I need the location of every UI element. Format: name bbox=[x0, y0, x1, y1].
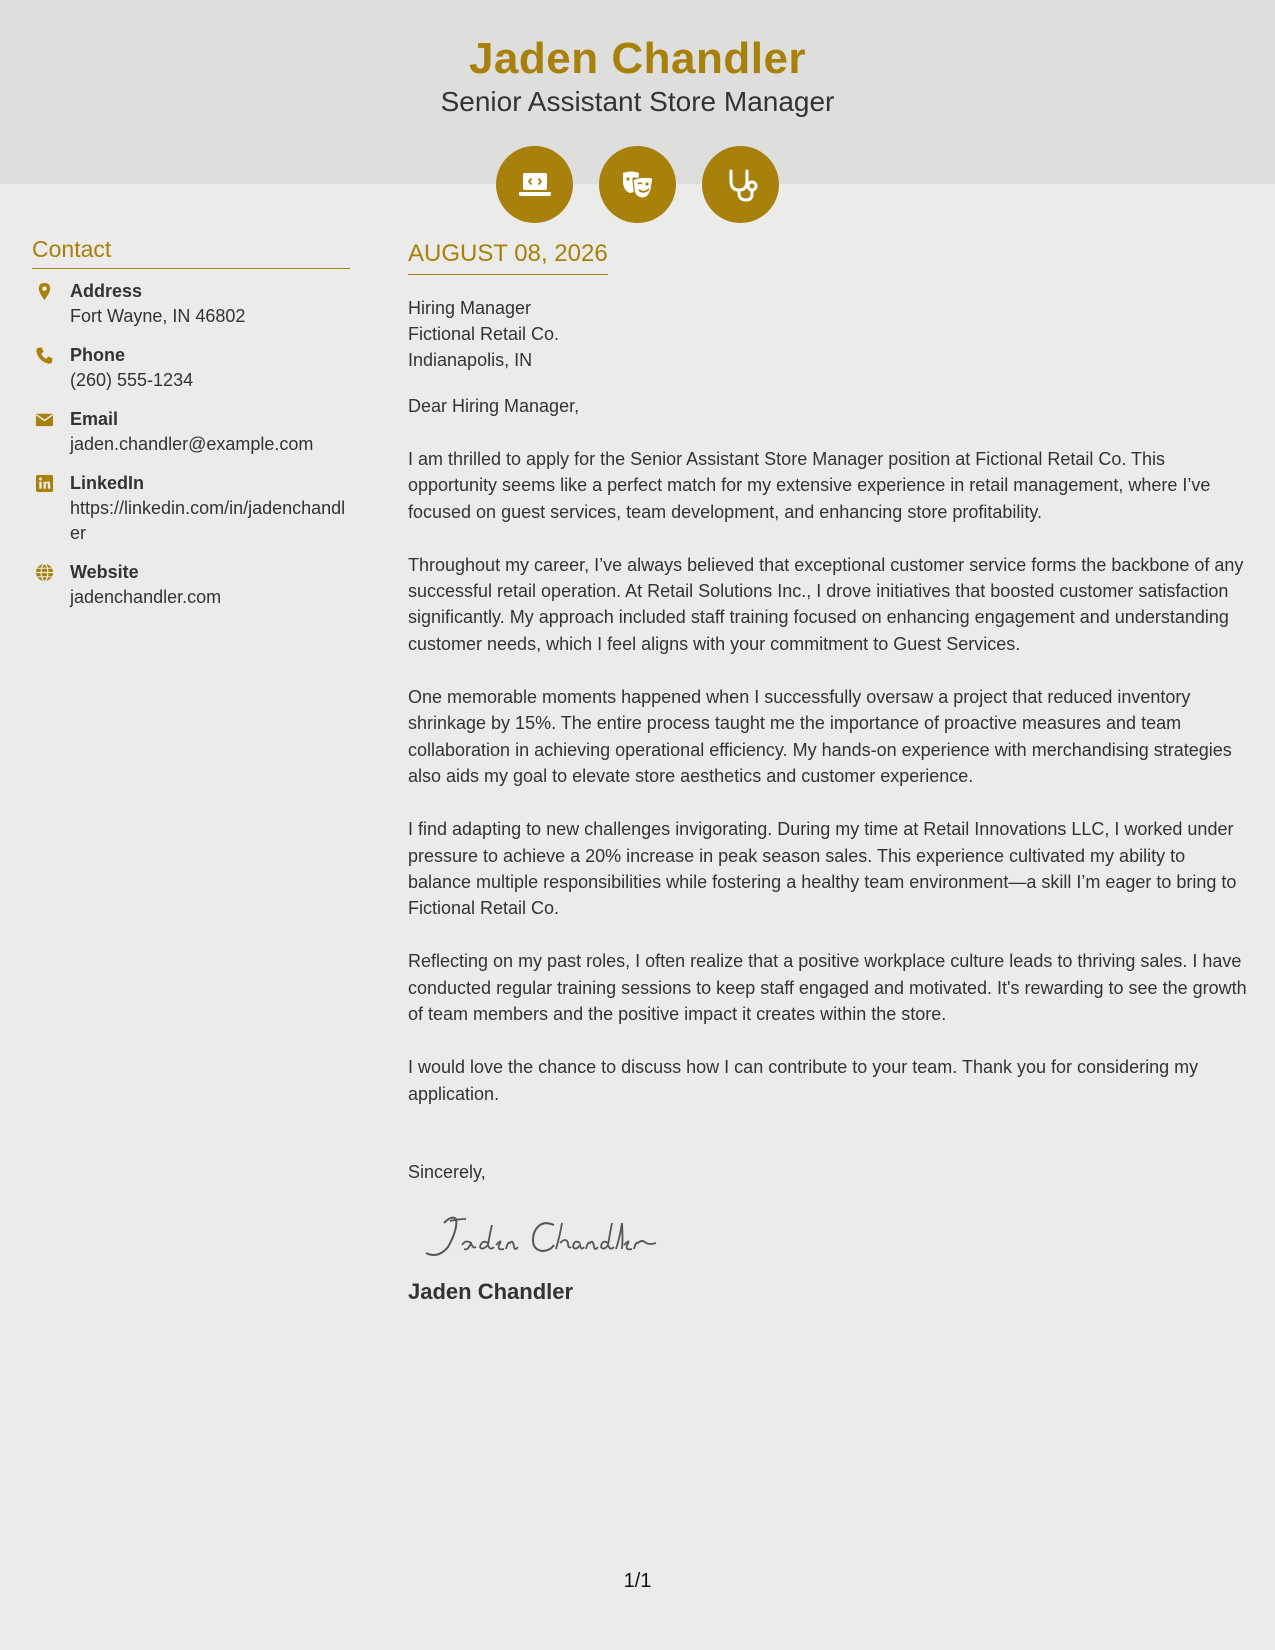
contact-email bbox=[32, 407, 350, 457]
stethoscope-icon bbox=[702, 146, 779, 223]
theater-masks-icon bbox=[599, 146, 676, 223]
paragraph: I would love the chance to discuss how I can contribute to your team. Thank you for considering my application. bbox=[408, 1057, 1199, 1104]
handwritten-signature bbox=[416, 1209, 1250, 1271]
phone-icon bbox=[32, 343, 70, 393]
recipient-company: Fictional Retail Co. bbox=[408, 324, 560, 344]
globe-icon bbox=[32, 560, 70, 610]
linkedin-icon bbox=[32, 471, 70, 546]
contact-heading: Contact bbox=[32, 236, 350, 269]
contact-sidebar bbox=[32, 236, 350, 624]
recipient-name: Hiring Manager bbox=[408, 298, 532, 318]
paragraph: Throughout my career, I’ve always believed that exceptional customer service forms the backbone of any successful retail operation. At Retail Solutions Inc., I drove initiatives that boosted customer satisfaction significantly. My approach included staff training focused on enhancing engagement and understanding customer needs, which I feel aligns with your commitment to Guest Services. bbox=[408, 554, 1244, 654]
linkedin-label: LinkedIn bbox=[70, 473, 145, 493]
website-label: Website bbox=[70, 562, 139, 582]
website-value[interactable]: jadenchandler.com bbox=[70, 587, 222, 607]
letter-body bbox=[408, 240, 1250, 1305]
laptop-code-icon bbox=[496, 146, 573, 223]
page-number: 1/1 bbox=[623, 1570, 652, 1592]
phone-value[interactable]: (260) 555-1234 bbox=[70, 370, 194, 390]
paragraph: I find adapting to new challenges invigorating. During my time at Retail Innovations LLC, I worked under pressure to achieve a 20% increase in peak season sales. This experience cultivated my ability to balance multiple responsibilities while fostering a healthy team environment—a skill I’m eager to bring to Fictional Retail Co. bbox=[408, 819, 1237, 919]
envelope-icon bbox=[32, 407, 70, 457]
signer-name: Jaden Chandler bbox=[408, 1278, 574, 1304]
linkedin-value[interactable]: https://linkedin.com/in/jadenchandler bbox=[70, 498, 346, 543]
email-value[interactable]: jaden.chandler@example.com bbox=[70, 434, 314, 454]
address-label: Address bbox=[70, 281, 143, 301]
applicant-name: Jaden Chandler bbox=[468, 34, 807, 83]
salutation: Dear Hiring Manager, bbox=[408, 396, 580, 416]
contact-address bbox=[32, 279, 350, 329]
contact-phone bbox=[32, 343, 350, 393]
address-value: Fort Wayne, IN 46802 bbox=[70, 306, 246, 326]
paragraph: One memorable moments happened when I successfully oversaw a project that reduced inventory shrinkage by 15%. The entire process taught me the importance of proactive measures and team collaboration in achieving operational efficiency. My hands-on experience with merchandising strategies also aids my goal to elevate store aesthetics and customer experience. bbox=[408, 687, 1232, 786]
paragraph: I am thrilled to apply for the Senior Assistant Store Manager position at Fictional Retail Co. This opportunity seems like a perfect match for my extensive experience in retail management, where I’ve focused on guest services, team development, and enhancing store profitability. bbox=[408, 449, 1211, 522]
contact-linkedin bbox=[32, 471, 350, 546]
closing: Sincerely, bbox=[408, 1161, 486, 1182]
phone-label: Phone bbox=[70, 345, 126, 365]
email-label: Email bbox=[70, 409, 119, 429]
paragraph: Reflecting on my past roles, I often realize that a positive workplace culture leads to thriving sales. I have conducted regular training sessions to keep staff engaged and motivated. It's rewarding to see the growth of team members and the positive impact it creates within the store. bbox=[408, 951, 1247, 1025]
recipient-location: Indianapolis, IN bbox=[408, 350, 533, 370]
letter-date: AUGUST 08, 2026 bbox=[408, 240, 608, 275]
job-title: Senior Assistant Store Manager bbox=[440, 86, 835, 117]
header-icons bbox=[0, 146, 1275, 223]
recipient-block bbox=[408, 295, 1250, 373]
map-pin-icon bbox=[32, 279, 70, 329]
contact-website bbox=[32, 560, 350, 610]
